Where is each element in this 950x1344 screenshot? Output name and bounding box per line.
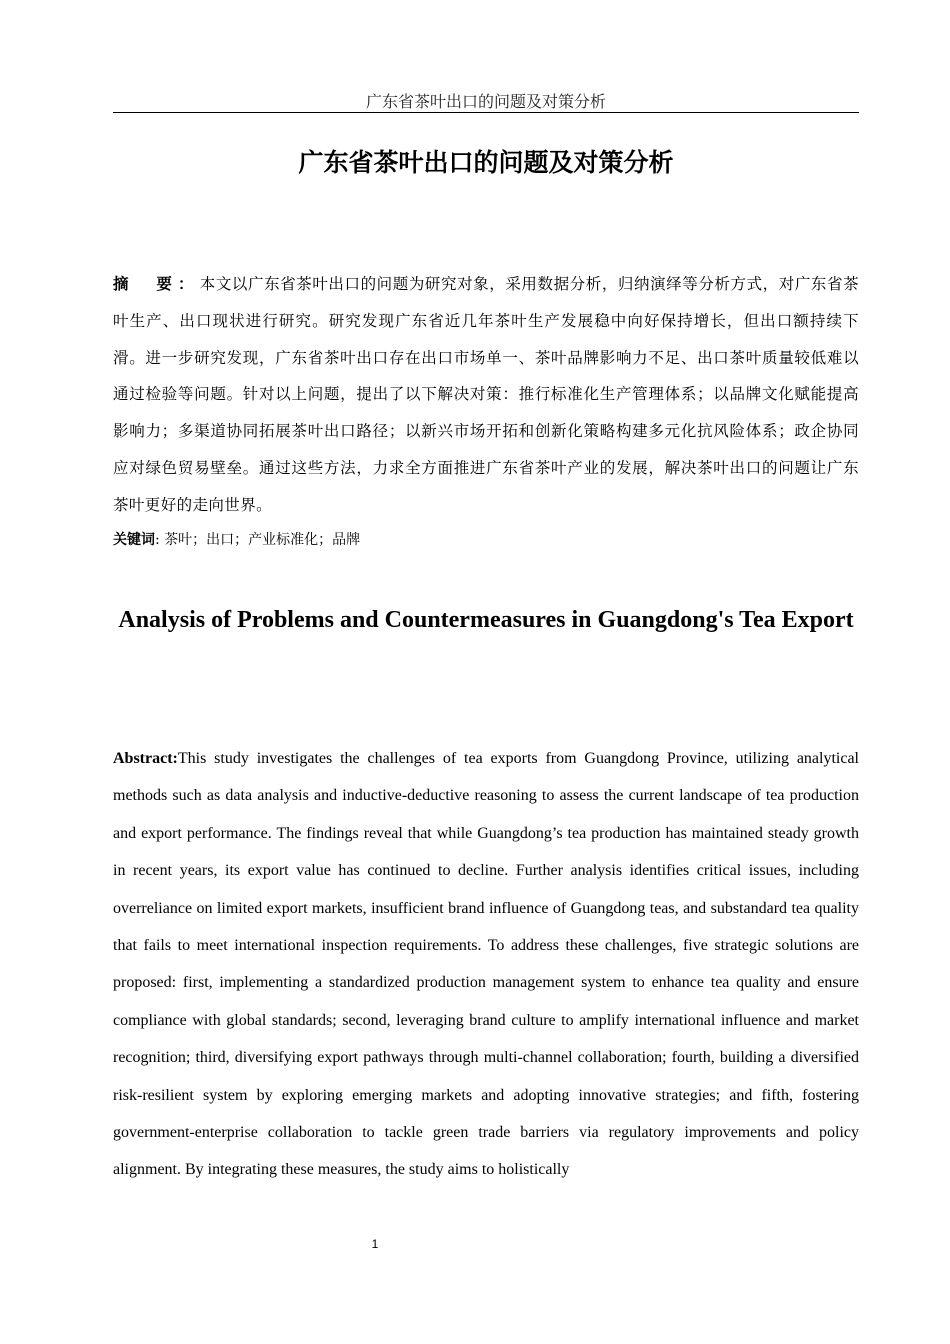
chinese-abstract	[113, 266, 859, 524]
chinese-keywords-text: : 茶叶；出口；产业标准化；品牌	[155, 532, 361, 548]
header-rule	[113, 112, 859, 113]
english-title: Analysis of Problems and Countermeasures in Guangdong's Tea Export	[118, 607, 854, 633]
english-abstract-label: Abstract:	[113, 750, 178, 767]
page-number: 1	[371, 1237, 379, 1251]
english-abstract	[113, 740, 859, 1189]
running-header: 广东省茶叶出口的问题及对策分析	[365, 92, 606, 111]
chinese-keywords-label: 关键词	[113, 532, 155, 548]
chinese-abstract-label: 摘 要：	[113, 274, 200, 293]
english-abstract-text: This study investigates the challenges of tea exports from Guangdong Province, utilizing analytical methods such as data analysis and inductive-deductive reasoning to assess the current landscape of tea production and export performance. The findings reveal that while Guangdong’s tea production has maintained steady growth in recent years, its export value has continued to decline. Further analysis identifies critical issues, including overreliance on limited export markets, insufficient brand influence of Guangdong teas, and substandard tea quality that fails to meet international inspection requirements. To address these challenges, five strategic solutions are proposed: first, implementing a standardized production management system to enhance tea quality and ensure compliance with global standards; second, leveraging brand culture to amplify international influence and market recognition; third, diversifying export pathways through multi-channel collaboration; fourth, building a diversified risk-resilient system by exploring emerging markets and adopting innovative strategies; and fifth, fostering government-enterprise collaboration to tackle green trade barriers via regulatory improvements and policy alignment. By integrating these measures, the study aims to holistically	[113, 750, 859, 1179]
chinese-keywords	[113, 528, 859, 552]
chinese-title: 广东省茶叶出口的问题及对策分析	[298, 148, 674, 177]
chinese-abstract-text: 本文以广东省茶叶出口的问题为研究对象，采用数据分析，归纳演绎等分析方式，对广东省茶叶生产、出口现状进行研究。研究发现广东省近几年茶叶生产发展稳中向好保持增长，但出口额持续下滑。进一步研究发现，广东省茶叶出口存在出口市场单一、茶叶品牌影响力不足、出口茶叶质量较低难以通过检验等问题。针对以上问题，提出了以下解决对策：推行标准化生产管理体系；以品牌文化赋能提高影响力；多渠道协同拓展茶叶出口路径；以新兴市场开拓和创新化策略构建多元化抗风险体系；政企协同应对绿色贸易壁垒。通过这些方法，力求全方面推进广东省茶叶产业的发展，解决茶叶出口的问题让广东茶叶更好的走向世界。	[113, 275, 859, 514]
